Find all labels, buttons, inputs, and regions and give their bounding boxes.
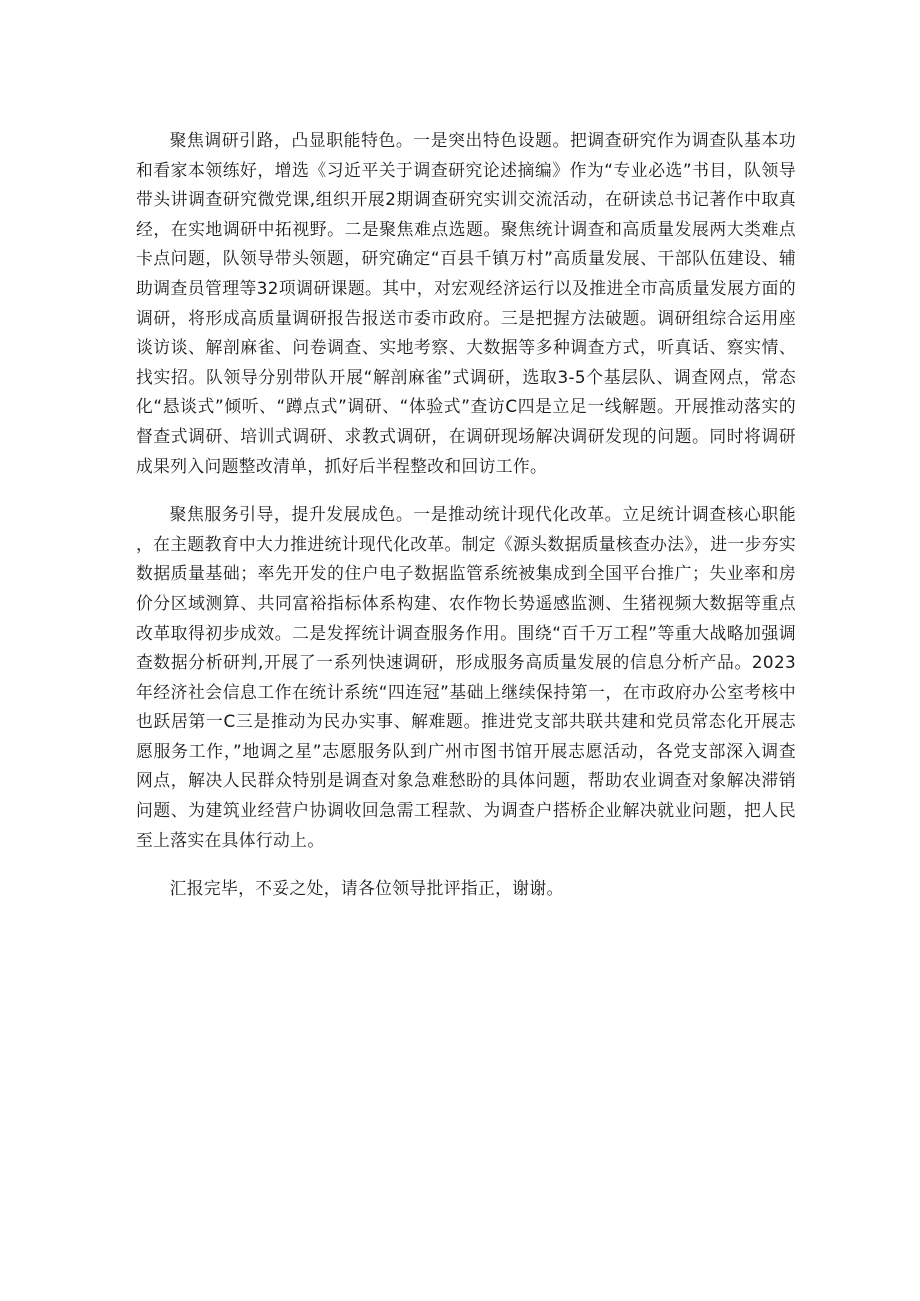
paragraph-service-focus: 聚焦服务引导，提升发展成色。一是推动统计现代化改革。立足统计调查核心职能，在主题教育中大力推进统计现代化改革。制定《源头数据质量核查办法》，进一步夯实数据质量基础；率先开发的住户电子数据监管系统被集成到全国平台推广；失业率和房价分区域测算、共同富裕指标体系构建、农作物长势遥感监测、生猪视频大数据等重点改革取得初步成效。二是发挥统计调查服务作用。围绕“百千万工程”等重大战略加强调查数据分析研判,开展了一系列快速调研，形成服务高质量发展的信息分析产品。2023年经济社会信息工作在统计系统“四连冠”基础上继续保持第一，在市政府办公室考核中也跃居第一C三是推动为民办实事、解难题。推进党支部共联共建和党员常态化开展志愿服务工作，”地调之星”志愿服务队到广州市图书馆开展志愿活动，各党支部深入调查网点，解决人民群众特别是调查对象急难愁盼的具体问题，帮助农业调查对象解决滞销问题、为建筑业经营户协调收回急需工程款、为调查户搭桥企业解决就业问题，把人民至上落实在具体行动上。 bbox=[136, 504, 796, 850]
paragraph-research-focus: 聚焦调研引路，凸显职能特色。一是突出特色设题。把调查研究作为调查队基本功和看家本领练好，增选《习近平关于调查研究论述摘编》作为“专业必选”书目，队领导带头讲调查研究微党课,组织开展2期调查研究实训交流活动，在研读总书记著作中取真经，在实地调研中拓视野。二是聚焦难点选题。聚焦统计调查和高质量发展两大类难点卡点问题，队领导带头领题，研究确定“百县千镇万村”高质量发展、干部队伍建设、辅助调查员管理等32项调研课题。其中，对宏观经济运行以及推进全市高质量发展方面的调研，将形成高质量调研报告报送市委市政府。三是把握方法破题。调研组综合运用座谈访谈、解剖麻雀、问卷调查、实地考察、大数据等多种调查方式，听真话、察实情、找实招。队领导分别带队开展“解剖麻雀”式调研，选取3-5个基层队、调查网点，常态化“悬谈式”倾听、“蹲点式”调研、“体验式”查访C四是立足一线解题。开展推动落实的督查式调研、培训式调研、求教式调研，在调研现场解决调研发现的问题。同时将调研成果列入问题整改清单，抓好后半程整改和回访工作。 bbox=[136, 130, 796, 476]
document-body bbox=[136, 126, 796, 904]
paragraph-closing-remark: 汇报完毕，不妥之处，请各位领导批评指正，谢谢。 bbox=[169, 878, 564, 899]
